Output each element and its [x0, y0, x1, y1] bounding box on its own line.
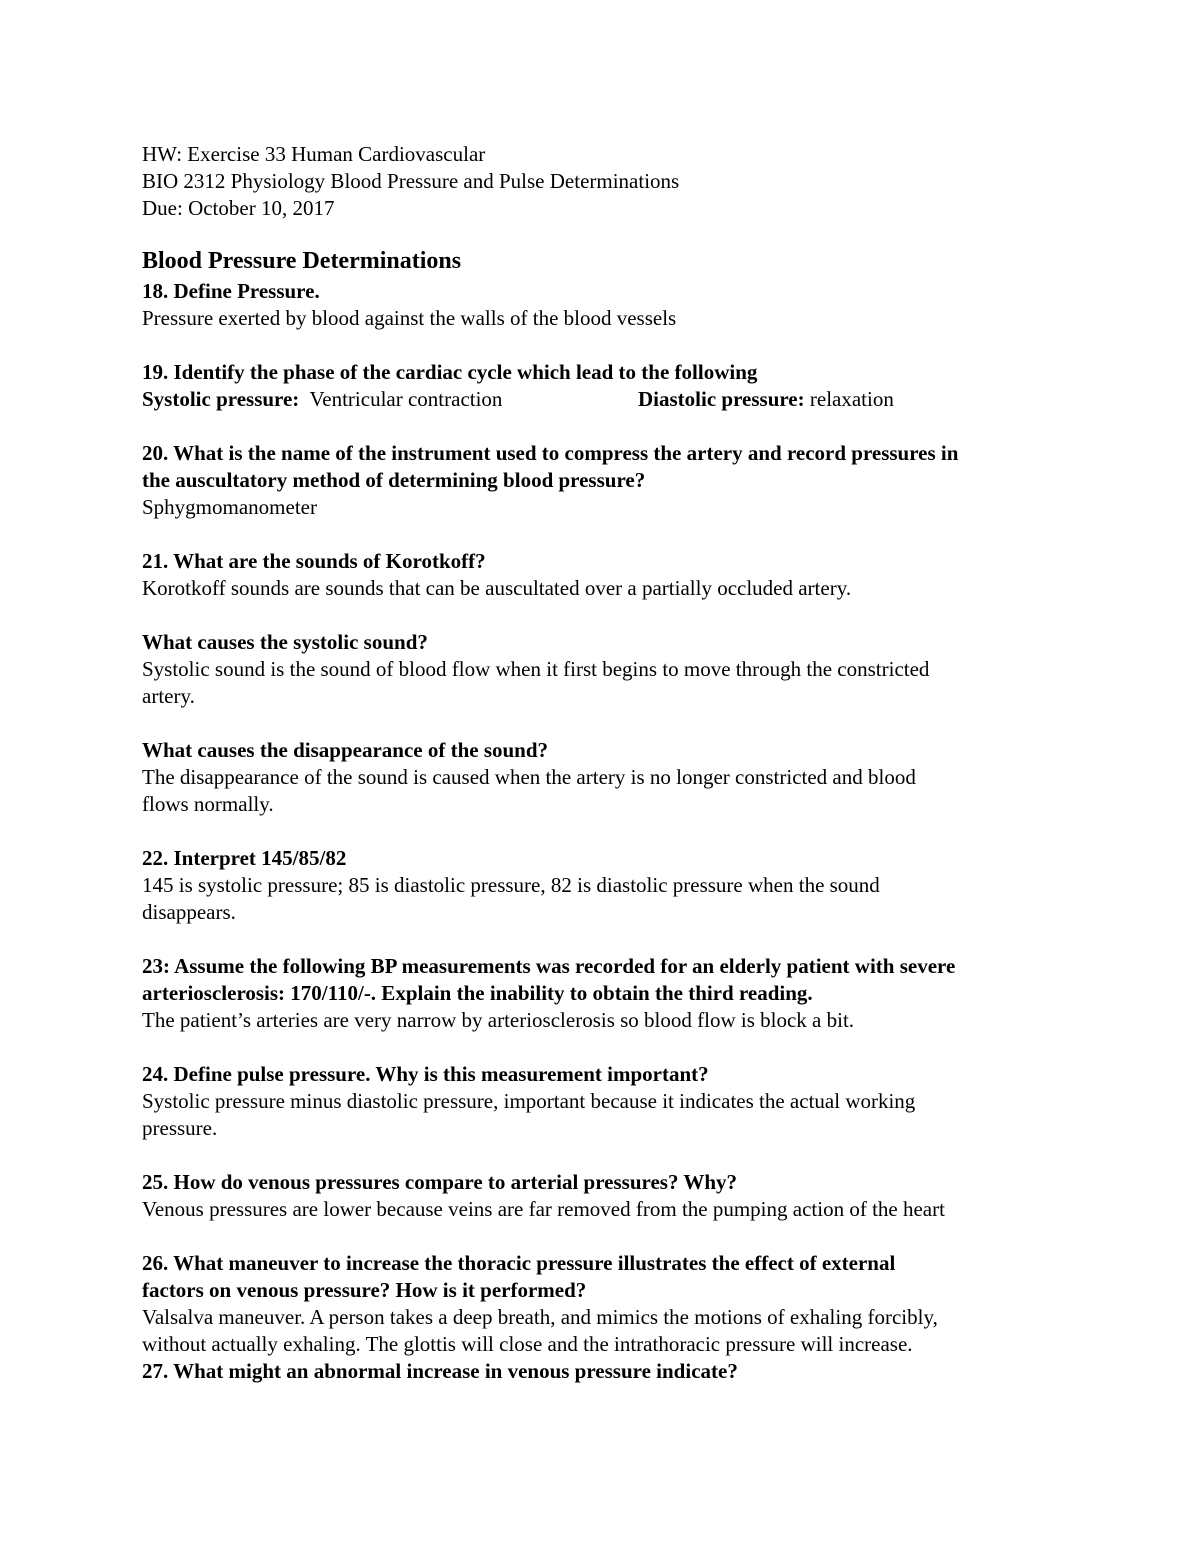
question-text: What causes the disappearance of the sound?: [142, 738, 549, 762]
section-title: Blood Pressure Determinations: [142, 248, 462, 274]
systolic-cell: [142, 386, 638, 413]
answer-text-line-2: artery.: [142, 684, 195, 708]
header-line-2: BIO 2312 Physiology Blood Pressure and Pulse Determinations: [142, 169, 680, 193]
question-text-line-1: 26. What maneuver to increase the thoracic pressure illustrates the effect of external: [142, 1251, 896, 1275]
document-page: [142, 141, 1072, 1385]
systolic-value: Ventricular contraction: [309, 387, 503, 411]
diastolic-value: relaxation: [809, 387, 894, 411]
question-text: What causes the systolic sound?: [142, 630, 428, 654]
question-22: [142, 845, 1072, 926]
question-text: 24. Define pulse pressure. Why is this measurement important?: [142, 1062, 709, 1086]
answer-text-line-1: Systolic sound is the sound of blood flow when it first begins to move through the constricted: [142, 657, 930, 681]
answer-text-line-2: flows normally.: [142, 792, 274, 816]
header-line-1: HW: Exercise 33 Human Cardiovascular: [142, 142, 486, 166]
pressure-row: [142, 386, 1072, 413]
answer-text-line-1: Valsalva maneuver. A person takes a deep breath, and mimics the motions of exhaling forcibly,: [142, 1305, 938, 1329]
answer-text-line-2: disappears.: [142, 900, 236, 924]
question-21-systolic: [142, 629, 1072, 710]
question-25: [142, 1169, 1072, 1223]
diastolic-label: Diastolic pressure:: [638, 387, 805, 411]
question-27: [142, 1358, 1072, 1385]
question-text: 18. Define Pressure.: [142, 279, 320, 303]
answer-text: Sphygmomanometer: [142, 495, 317, 519]
question-26: [142, 1250, 1072, 1358]
question-text-line-1: 20. What is the name of the instrument used to compress the artery and record pressures in: [142, 441, 959, 465]
question-text-line-2: the auscultatory method of determining blood pressure?: [142, 468, 646, 492]
header-line-3: Due: October 10, 2017: [142, 196, 335, 220]
question-19: [142, 359, 1072, 413]
answer-text-line-2: without actually exhaling. The glottis will close and the intrathoracic pressure will increase.: [142, 1332, 913, 1356]
answer-text-line-1: 145 is systolic pressure; 85 is diastolic pressure, 82 is diastolic pressure when the sound: [142, 873, 880, 897]
answer-text-line-1: The disappearance of the sound is caused when the artery is no longer constricted and blood: [142, 765, 916, 789]
question-text: 25. How do venous pressures compare to arterial pressures? Why?: [142, 1170, 738, 1194]
question-21-disappearance: [142, 737, 1072, 818]
question-23: [142, 953, 1072, 1034]
diastolic-cell: [638, 386, 894, 413]
question-text-line-1: 23: Assume the following BP measurements was recorded for an elderly patient with severe: [142, 954, 956, 978]
answer-text: Pressure exerted by blood against the walls of the blood vessels: [142, 306, 677, 330]
document-header: [142, 141, 1072, 222]
question-text-line-2: arteriosclerosis: 170/110/-. Explain the inability to obtain the third reading.: [142, 981, 813, 1005]
answer-text-line-2: pressure.: [142, 1116, 218, 1140]
question-text: 27. What might an abnormal increase in venous pressure indicate?: [142, 1359, 738, 1383]
question-20: [142, 440, 1072, 521]
answer-text: Venous pressures are lower because veins are far removed from the pumping action of the heart: [142, 1197, 945, 1221]
question-text: 21. What are the sounds of Korotkoff?: [142, 549, 486, 573]
answer-text: Korotkoff sounds are sounds that can be auscultated over a partially occluded artery.: [142, 576, 852, 600]
question-24: [142, 1061, 1072, 1142]
answer-text-line-1: Systolic pressure minus diastolic pressure, important because it indicates the actual working: [142, 1089, 916, 1113]
question-text: 22. Interpret 145/85/82: [142, 846, 347, 870]
question-text-line-2: factors on venous pressure? How is it performed?: [142, 1278, 587, 1302]
question-text: 19. Identify the phase of the cardiac cycle which lead to the following: [142, 360, 758, 384]
systolic-label: Systolic pressure:: [142, 387, 300, 411]
question-18: [142, 278, 1072, 332]
answer-text: The patient’s arteries are very narrow by arteriosclerosis so blood flow is block a bit.: [142, 1008, 855, 1032]
question-21: [142, 548, 1072, 602]
